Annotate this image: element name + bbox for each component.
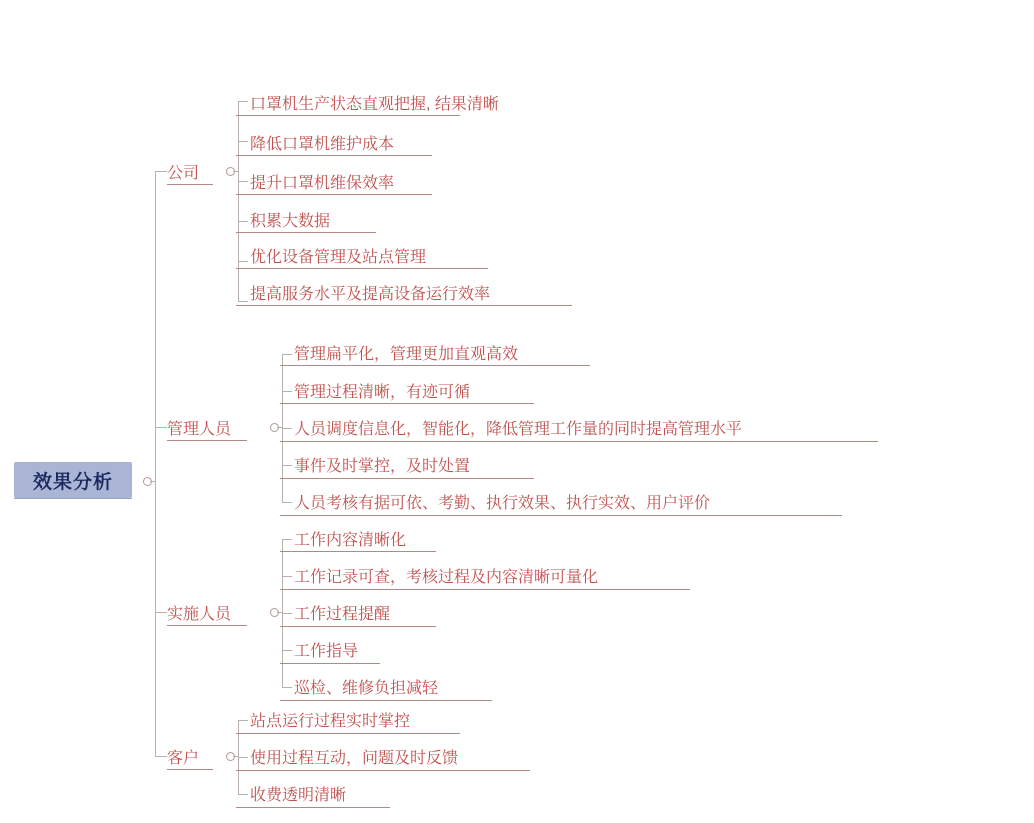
leaf-underline-3-5 [280,700,492,701]
leaf-underline-3-2 [280,589,690,590]
leaf-underline-1-4 [236,232,376,233]
leaf-connector-4-1 [238,720,248,721]
branch-underline-3 [167,625,247,626]
root-underline [14,498,132,499]
leaf-label-2-3[interactable]: 人员调度信息化，智能化，降低管理工作量的同时提高管理水平 [294,421,743,438]
leaf-label-4-1[interactable]: 站点运行过程实时掌控 [250,713,411,730]
leaf-connector-1-2 [238,141,248,142]
leaf-underline-3-4 [280,663,380,664]
leaf-label-3-1[interactable]: 工作内容清晰化 [294,532,407,549]
leaf-connector-3-4 [282,650,292,651]
leaf-underline-2-2 [280,403,534,404]
leaf-label-3-5[interactable]: 巡检、维修负担减轻 [294,680,439,697]
leaf-underline-1-6 [236,305,572,306]
leaf-underline-2-5 [280,515,842,516]
leaf-connector-1-5 [238,261,248,262]
leaf-underline-2-3 [280,441,878,442]
leaf-underline-2-1 [280,365,590,366]
leaf-label-3-2[interactable]: 工作记录可查，考核过程及内容清晰可量化 [294,569,599,586]
leaf-label-1-1[interactable]: 口罩机生产状态直观把握, 结果清晰 [250,96,499,113]
leaf-label-2-5[interactable]: 人员考核有据可依、考勤、执行效果、执行实效、用户评价 [294,495,711,512]
leaf-connector-1-4 [238,221,248,222]
root-node-label: 效果分析 [32,471,113,493]
leaf-connector-3-2 [282,576,292,577]
branch-underline-2 [167,440,247,441]
leaf-connector-4-3 [238,794,248,795]
leaf-underline-4-3 [236,807,390,808]
leaf-label-2-4[interactable]: 事件及时掌控，及时处置 [294,458,471,475]
leaf-label-4-2[interactable]: 使用过程互动，问题及时反馈 [250,750,459,767]
leaf-underline-1-5 [236,268,488,269]
root-node[interactable] [14,462,132,498]
leaf-underline-1-3 [236,194,432,195]
leaf-connector-2-1 [282,354,292,355]
leaf-connector-2-3 [282,428,292,429]
leaf-connector-3-5 [282,687,292,688]
leaf-underline-4-1 [236,733,460,734]
leaf-label-1-5[interactable]: 优化设备管理及站点管理 [250,249,427,266]
leaf-label-1-4[interactable]: 积累大数据 [250,213,331,230]
branch-connector-4 [155,756,167,757]
branch-connector-1 [155,171,167,172]
leaf-connector-1-1 [238,101,248,102]
leaf-label-3-3[interactable]: 工作过程提醒 [294,606,391,623]
branch-spine [155,171,156,756]
leaf-label-1-2[interactable]: 降低口罩机维护成本 [250,136,395,153]
leaf-underline-3-3 [280,626,436,627]
leaf-underline-2-4 [280,478,534,479]
branch-label-gongsi[interactable]: 公司 [167,165,200,182]
leaf-connector-1-3 [238,181,248,182]
branch-connector-2 [155,427,167,428]
branch-label-kehu[interactable]: 客户 [167,750,200,767]
leaf-underline-1-1 [236,115,460,116]
leaf-label-1-6[interactable]: 提高服务水平及提高设备运行效率 [250,286,491,303]
leaf-underline-1-2 [236,155,432,156]
leaf-label-3-4[interactable]: 工作指导 [294,643,359,660]
branch-underline-1 [167,184,213,185]
leaf-label-4-3[interactable]: 收费透明清晰 [250,787,347,804]
leaf-connector-2-2 [282,391,292,392]
leaf-label-2-2[interactable]: 管理过程清晰，有迹可循 [294,384,471,401]
branch-label-guanli[interactable]: 管理人员 [167,421,232,438]
branch-connector-3 [155,612,167,613]
leaf-label-2-1[interactable]: 管理扁平化，管理更加直观高效 [294,346,519,363]
leaf-connector-2-5 [282,502,292,503]
branch-underline-4 [167,769,213,770]
leaf-connector-4-2 [238,757,248,758]
leaf-connector-3-3 [282,613,292,614]
leaf-underline-3-1 [280,551,436,552]
leaf-label-1-3[interactable]: 提升口罩机维保效率 [250,175,395,192]
leaf-underline-4-2 [236,770,530,771]
leaf-connector-3-1 [282,539,292,540]
leaf-connector-2-4 [282,465,292,466]
leaf-connector-1-6 [238,301,248,302]
branch1-spine [238,101,239,302]
branch-label-shishi[interactable]: 实施人员 [167,606,232,623]
